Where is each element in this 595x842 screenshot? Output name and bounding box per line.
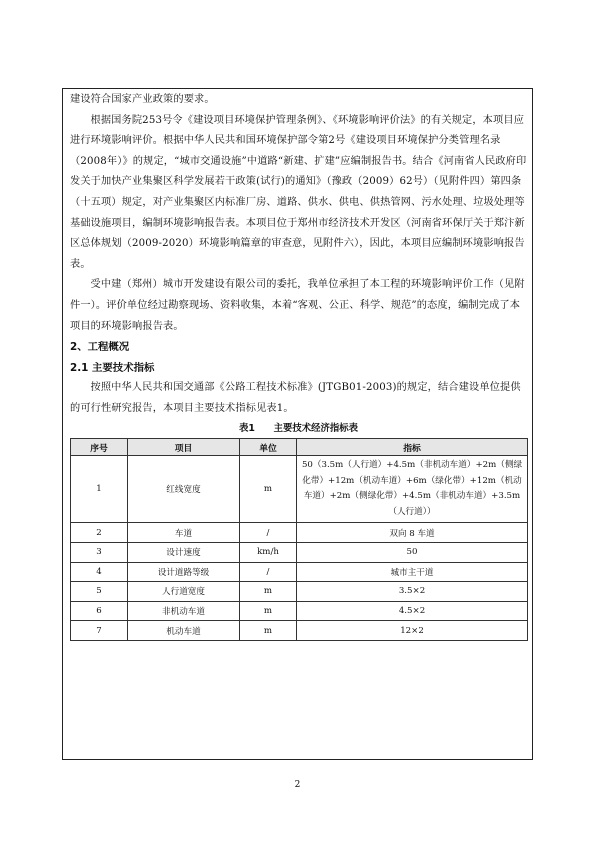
table-row xyxy=(71,582,528,602)
table-row xyxy=(71,621,528,641)
table-row xyxy=(71,523,528,543)
table-row xyxy=(71,542,528,562)
paragraph-commission: 受中建（郑州）城市开发建设有限公司的委托，我单位承担了本工程的环境影响评价工作（见附件一）。评价单位经过勘察现场、资料收集，本着“客观、公正、科学、规范”的态度，编制完成了本项目的环境影响报告表。 xyxy=(70,279,525,332)
cell-indicator: 城市主干道 xyxy=(297,562,528,582)
table-row xyxy=(71,601,528,621)
cell-unit: m xyxy=(240,601,297,621)
cell-index: 3 xyxy=(71,542,128,562)
cell-index: 4 xyxy=(71,562,128,582)
table-row xyxy=(71,562,528,582)
cell-item: 人行道宽度 xyxy=(128,582,240,602)
cell-unit: m xyxy=(240,456,297,523)
table-caption: 表1 主要技术经济指标表 xyxy=(238,423,359,435)
paragraph-standards: 按照中华人民共和国交通部《公路工程技术标准》(JTGB01-2003)的规定，结合建设单位提供的可行性研究报告，本项目主要技术指标见表1。 xyxy=(70,382,521,414)
cell-unit: km/h xyxy=(240,542,297,562)
section-heading-technical-indicators: 2.1 主要技术指标 xyxy=(70,361,155,374)
cell-item: 设计道路等级 xyxy=(128,562,240,582)
table-row xyxy=(71,456,528,523)
cell-indicator: 4.5×2 xyxy=(297,601,528,621)
page-number: 2 xyxy=(294,780,301,790)
cell-index: 2 xyxy=(71,523,128,543)
cell-indicator: 3.5×2 xyxy=(297,582,528,602)
cell-index: 7 xyxy=(71,621,128,641)
cell-unit: m xyxy=(240,621,297,641)
cell-unit: / xyxy=(240,523,297,543)
cell-item: 非机动车道 xyxy=(128,601,240,621)
cell-indicator: 双向 8 车道 xyxy=(297,523,528,543)
cell-item: 红线宽度 xyxy=(128,456,240,523)
table-header-row xyxy=(71,439,528,456)
header-index: 序号 xyxy=(71,439,128,456)
cell-index: 1 xyxy=(71,456,128,523)
header-indicator: 指标 xyxy=(297,439,528,456)
header-unit: 单位 xyxy=(240,439,297,456)
cell-indicator: 12×2 xyxy=(297,621,528,641)
cell-item: 设计速度 xyxy=(128,542,240,562)
cell-indicator: 50 xyxy=(297,542,528,562)
document-body xyxy=(70,90,527,641)
cell-unit: m xyxy=(240,582,297,602)
paragraph-regulations: 根据国务院253号令《建设项目环境保护管理条例》、《环境影响评价法》的有关规定，本项目应进行环境影响评价。根据中华人民共和国环境保护部令第2号《建设项目环境保护分类管理名录（2008年）》的规定，“城市交通设施”中道路“新建、扩建”应编制报告书。结合《河南省人民政府印发关于加快产业集聚区科学发展若干政策(试行)的通知》（豫政（2009）62号）（见附件四）第四条（十五项）规定，对产业集聚区内标准厂房、道路、供水、供电、供热管网、污水处理、垃圾处理等基础设施项目，编制环境影响报告表。本项目位于郑州市经济技术开发区（河南省环保厅关于郑汴新区总体规划（2009-2020）环境影响篇章的审查意，见附件六），因此，本项目应编制环境影响报告表。 xyxy=(70,114,527,270)
cell-indicator: 50（3.5m（人行道）+4.5m（非机动车道）+2m（侧绿化带）+12m（机动车道）+6m（绿化带）+12m（机动车道）+2m（侧绿化带）+4.5m（非机动车道）+3.5m（人行道）） xyxy=(297,456,528,523)
cell-index: 5 xyxy=(71,582,128,602)
header-item: 项目 xyxy=(128,439,240,456)
technical-indicators-table xyxy=(70,438,528,641)
cell-item: 机动车道 xyxy=(128,621,240,641)
section-heading-project-overview: 2、工程概况 xyxy=(70,341,130,354)
cell-item: 车道 xyxy=(128,523,240,543)
cell-unit: / xyxy=(240,562,297,582)
cell-index: 6 xyxy=(71,601,128,621)
paragraph-policy: 建设符合国家产业政策的要求。 xyxy=(70,94,215,105)
